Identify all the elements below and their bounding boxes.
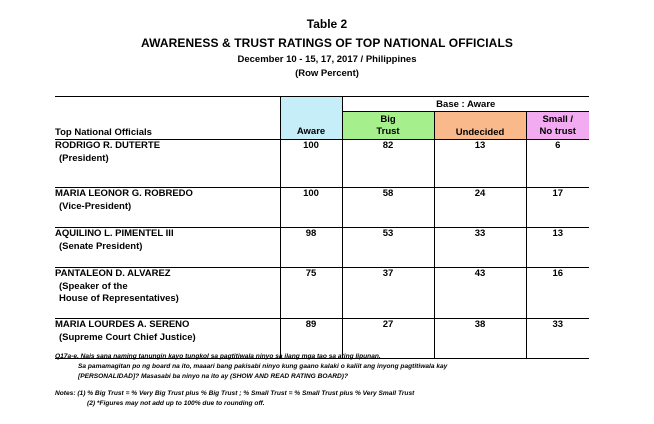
- small-trust-value: 17: [526, 188, 589, 228]
- aware-value: 98: [280, 228, 342, 268]
- undecided-value: 13: [434, 140, 526, 188]
- table-row: [55, 188, 589, 228]
- official-position: (President): [59, 152, 109, 164]
- small-trust-value: 13: [526, 228, 589, 268]
- undecided-value: 43: [434, 268, 526, 319]
- official-position: House of Representatives): [59, 293, 179, 304]
- official-position: (Speaker of the: [59, 280, 128, 292]
- survey-dates: December 10 - 15, 17, 2017 / Philippines: [237, 54, 417, 65]
- big-trust-value: 58: [342, 188, 434, 228]
- note-2: (2) *Figures may not add up to 100% due to rounding off.: [87, 400, 265, 407]
- table-title: AWARENESS & TRUST RATINGS OF TOP NATIONAL OFFICIALS: [140, 36, 513, 50]
- note-1: Notes: (1) % Big Trust = % Very Big Trust plus % Big Trust ; % Small Trust = % Small Trust plus % Very Small Trust: [55, 390, 415, 397]
- col-header-small-trust: Small / No trust: [526, 112, 589, 140]
- aware-value: 100: [280, 140, 342, 188]
- official-name: MARIA LEONOR G. ROBREDO: [55, 188, 193, 199]
- big-trust-value: 82: [342, 140, 434, 188]
- table-number: Table 2: [306, 17, 348, 31]
- official-position: (Supreme Court Chief Justice): [59, 331, 196, 343]
- col-header-officials: Top National Officials: [55, 127, 152, 138]
- question-text-line-3: [PERSONALIDAD]? Masasabi ba ninyo na ito ay (SHOW AND READ RATING BOARD)?: [78, 373, 348, 380]
- aware-value: 89: [280, 319, 342, 359]
- official-name: RODRIGO R. DUTERTE: [55, 140, 161, 151]
- table-row: [55, 268, 589, 319]
- official-position: (Vice-President): [59, 200, 132, 212]
- aware-value: 100: [280, 188, 342, 228]
- ratings-table: [55, 96, 589, 359]
- official-name: PANTALEON D. ALVAREZ: [55, 268, 171, 279]
- small-trust-value: 33: [526, 319, 589, 359]
- official-name: AQUILINO L. PIMENTEL III: [55, 228, 174, 239]
- small-trust-value: 6: [526, 140, 589, 188]
- official-cell: [55, 140, 280, 188]
- official-cell: [55, 268, 280, 319]
- big-trust-value: 37: [342, 268, 434, 319]
- small-trust-value: 16: [526, 268, 589, 319]
- table-row: [55, 140, 589, 188]
- undecided-value: 33: [434, 228, 526, 268]
- official-cell: [55, 228, 280, 268]
- big-trust-value: 53: [342, 228, 434, 268]
- col-header-base: Base : Aware: [342, 97, 589, 112]
- undecided-value: 38: [434, 319, 526, 359]
- official-cell: [55, 188, 280, 228]
- col-header-big-trust: Big Trust: [342, 112, 434, 140]
- big-trust-value: 27: [342, 319, 434, 359]
- aware-value: 75: [280, 268, 342, 319]
- table-row: [55, 228, 589, 268]
- undecided-value: 24: [434, 188, 526, 228]
- question-text-line-1: Q17a-e. Nais sana naming tanungin kayo tungkol sa pagtitiwala ninyo sa ilang mga tao sa ating lipunan.: [55, 353, 381, 360]
- unit-label: (Row Percent): [295, 68, 359, 79]
- question-text-line-2: Sa pamamagitan po ng board na ito, maaari bang pakisabi ninyo kung gaano kalaki o kaliit ang inyong pagtitiwala kay: [78, 363, 448, 370]
- official-position: (Senate President): [59, 240, 143, 252]
- official-name: MARIA LOURDES A. SERENO: [55, 319, 190, 330]
- col-header-undecided: Undecided: [434, 112, 526, 140]
- col-header-aware: Aware: [280, 97, 342, 139]
